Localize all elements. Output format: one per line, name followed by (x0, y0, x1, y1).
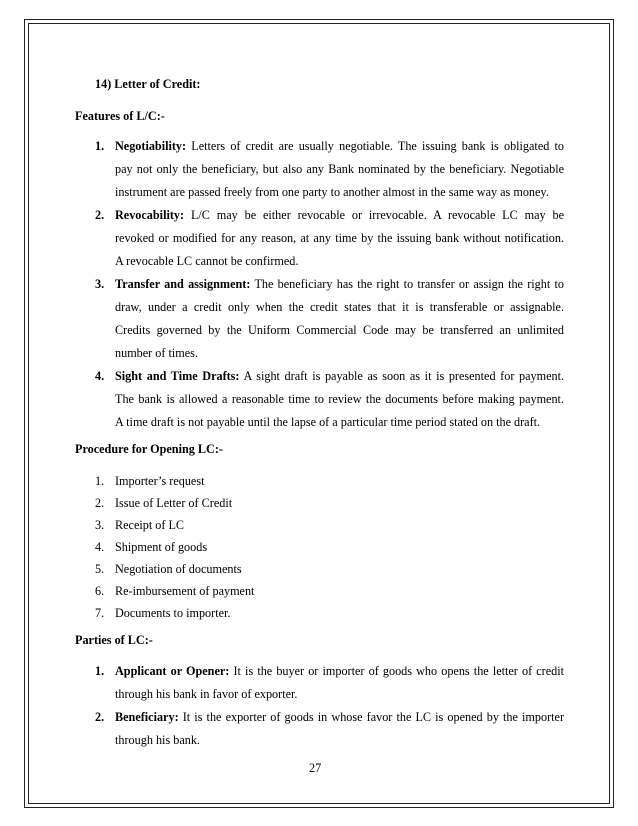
party-number: 2. (95, 710, 105, 724)
feature-text: The beneficiary has the right to transfer or assign the right to (254, 277, 564, 291)
feature-line: Credits governed by the Uniform Commercial Code may be transferred an unlimited (115, 323, 564, 337)
feature-line (115, 139, 564, 154)
procedure-number: 5. (95, 562, 105, 576)
procedure-number: 4. (95, 540, 105, 554)
party-line: through his bank. (115, 733, 200, 747)
feature-term: Revocability: (115, 208, 185, 222)
feature-text: A sight draft is payable as soon as it is presented for payment. (243, 369, 565, 383)
procedure-number: 2. (95, 496, 105, 510)
feature-number: 1. (95, 139, 105, 153)
feature-text: L/C may be either revocable or irrevocable. A revocable LC may be (190, 208, 564, 222)
feature-line (115, 277, 564, 292)
procedure-number: 1. (95, 474, 105, 488)
page-number: 27 (309, 761, 322, 775)
feature-number: 3. (95, 277, 105, 291)
feature-line: pay not only the beneficiary, but also any Bank nominated by the beneficiary. Negotiable (115, 162, 564, 176)
party-text: It is the exporter of goods in whose favor the LC is opened by the importer (182, 710, 565, 724)
procedure-number: 7. (95, 606, 105, 620)
parties-heading: Parties of LC:- (75, 633, 153, 647)
feature-line: A time draft is not payable until the lapse of a particular time period stated on the draft. (115, 415, 541, 429)
procedure-item: Documents to importer. (115, 606, 231, 620)
party-number: 1. (95, 664, 105, 678)
feature-line: The bank is allowed a reasonable time to review the documents before making payment. (115, 392, 564, 406)
procedure-number: 6. (95, 584, 105, 598)
procedure-number: 3. (95, 518, 105, 532)
feature-term: Transfer and assignment: (115, 277, 251, 291)
features-heading: Features of L/C:- (75, 109, 165, 123)
procedure-item: Issue of Letter of Credit (115, 496, 233, 510)
procedure-item: Shipment of goods (115, 540, 208, 554)
feature-term: Sight and Time Drafts: (115, 369, 240, 383)
procedure-item: Importer’s request (115, 474, 205, 488)
party-term: Applicant or Opener: (115, 664, 230, 678)
feature-line: A revocable LC cannot be confirmed. (115, 254, 299, 268)
party-term: Beneficiary: (115, 710, 179, 724)
feature-line: instrument are passed freely from one party to another almost in the same way as money. (115, 185, 549, 199)
party-line (115, 710, 564, 725)
party-line (115, 664, 564, 679)
feature-line (115, 208, 564, 223)
procedure-heading: Procedure for Opening LC:- (75, 442, 223, 456)
procedure-item: Re-imbursement of payment (115, 584, 255, 598)
section-title: 14) Letter of Credit: (95, 77, 201, 91)
feature-term: Negotiability: (115, 139, 187, 153)
feature-number: 2. (95, 208, 105, 222)
procedure-item: Negotiation of documents (115, 562, 242, 576)
feature-line: number of times. (115, 346, 198, 360)
party-text: It is the buyer or importer of goods who opens the letter of credit (233, 664, 565, 678)
feature-line: draw, under a credit only when the credit states that it is transferable or assignable. (115, 300, 564, 314)
feature-text: Letters of credit are usually negotiable. The issuing bank is obligated to (191, 139, 565, 153)
feature-line: revoked or modified for any reason, at any time by the issuing bank without notification. (115, 231, 564, 245)
feature-line (115, 369, 564, 384)
procedure-item: Receipt of LC (115, 518, 185, 532)
feature-number: 4. (95, 369, 105, 383)
party-line: through his bank in favor of exporter. (115, 687, 298, 701)
